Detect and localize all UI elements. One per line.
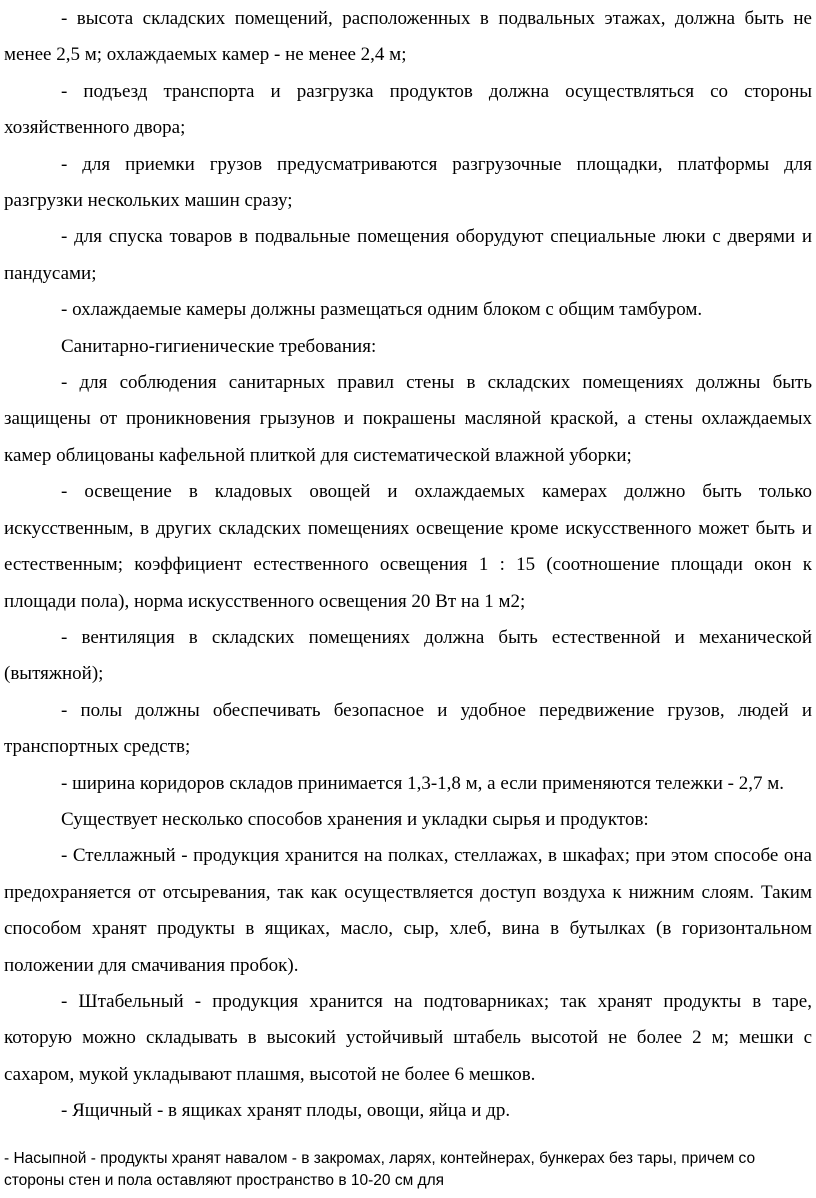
paragraph-corridor-width: - ширина коридоров складов принимается 1,3-1,8 м, а если применяются тележки - 2,7 м. <box>61 772 784 794</box>
paragraph-cooling-chambers-block: - охлаждаемые камеры должны размещаться одним блоком с общим тамбуром. <box>61 299 703 321</box>
heading-storage-methods: Существует несколько способов хранения и укладки сырья и продуктов: <box>61 808 649 830</box>
paragraph-stacking-method: - Штабельный - продукция хранится на подтоварниках; так хранят продукты в таре, которую можно складывать в высокий устойчивый штабель высотой не более 2 м; мешки с сахаром, мукой укладывают плашмя, высотой не более 6 мешков. <box>4 990 812 1085</box>
document-body <box>4 0 812 1130</box>
paragraph-floors: - полы должны обеспечивать безопасное и удобное передвижение грузов, людей и транспортных средств; <box>4 699 812 758</box>
paragraph-basement-height: - высота складских помещений, расположенных в подвальных этажах, должна быть не менее 2,5 м; охлаждаемых камер - не менее 2,4 м; <box>4 8 812 66</box>
paragraph-hatches-ramps: - для спуска товаров в подвальные помещения оборудуют специальные люки с дверями и пандусами; <box>4 226 812 284</box>
paragraph-transport-access: - подъезд транспорта и разгрузка продуктов должна осуществляться со стороны хозяйственного двора; <box>4 80 812 139</box>
paragraph-ventilation: - вентиляция в складских помещениях должна быть естественной и механической (вытяжной); <box>4 626 812 685</box>
paragraph-walls-protection: - для соблюдения санитарных правил стены в складских помещениях должны быть защищены от проникновения грызунов и покрашены масляной краской, а стены охлаждаемых камер облицованы кафельной плиткой для систематической влажной уборки; <box>4 372 812 466</box>
paragraph-lighting: - освещение в кладовых овощей и охлаждаемых камерах должно быть только искусственным, в других складских помещениях освещение кроме искусственного может быть и естественным; коэффициент естественного освещения 1 : 15 (соотношение площади окон к площади пола), норма искусственного освещения 20 Вт на 1 м2; <box>4 481 812 612</box>
paragraph-box-method: - Ящичный - в ящиках хранят плоды, овощи, яйца и др. <box>61 1100 511 1122</box>
heading-sanitary-requirements: Санитарно-гигиенические требования: <box>61 335 377 357</box>
paragraph-bulk-method-fragment: - Насыпной - продукты хранят навалом - в закромах, ларях, контейнерах, бункерах без тары, причем со стороны стен и пола оставляют пространство в 10-20 см для <box>4 1150 756 1189</box>
paragraph-unloading-platforms: - для приемки грузов предусматриваются разгрузочные площадки, платформы для разгрузки нескольких машин сразу; <box>4 153 812 212</box>
paragraph-shelving-method: - Стеллажный - продукция хранится на полках, стеллажах, в шкафах; при этом способе она предохраняется от отсыревания, так как осуществляется доступ воздуха к нижним слоям. Таким способом хранят продукты в ящиках, масло, сыр, хлеб, вина в бутылках (в горизонтальном положении для смачивания пробок). <box>4 845 812 976</box>
